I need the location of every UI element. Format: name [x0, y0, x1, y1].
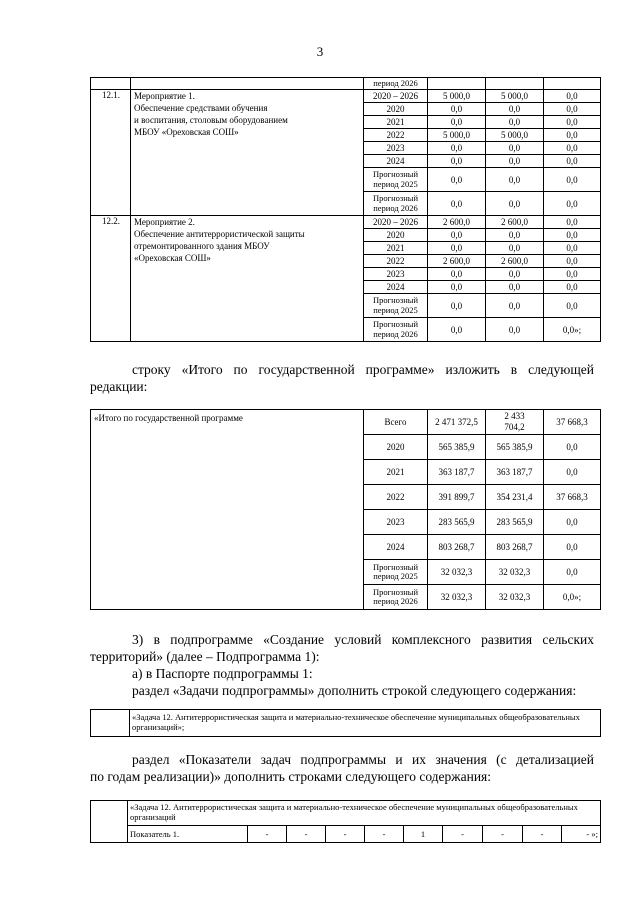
- value-total: 0,0: [428, 192, 486, 216]
- table-row: [91, 410, 601, 435]
- value-budget: 2 600,0: [486, 255, 544, 268]
- period-cell: Прогнозный период 2026: [364, 585, 428, 610]
- value-other: 0,0: [544, 242, 601, 255]
- value-budget: 0,0: [486, 229, 544, 242]
- period-cell: 2020: [364, 229, 428, 242]
- value-other: 0,0: [544, 255, 601, 268]
- value-other: 0,0: [544, 103, 601, 116]
- value-other: 0,0: [544, 510, 601, 535]
- period-cell: 2024: [364, 535, 428, 560]
- value-other: 0,0: [544, 129, 601, 142]
- value-total: 0,0: [428, 168, 486, 192]
- value-other: 37 668,3: [544, 485, 601, 510]
- period-cell: период 2026: [364, 78, 428, 90]
- period-cell: Прогнозный период 2026: [364, 192, 428, 216]
- value-other: 0,0: [544, 281, 601, 294]
- table-row: [91, 90, 601, 103]
- value-total: 2 471 372,5: [428, 410, 486, 435]
- value-total: 2 600,0: [428, 216, 486, 229]
- indicator-value: - »;: [562, 826, 601, 843]
- period-cell: 2022: [364, 129, 428, 142]
- total-label: «Итого по государственной программе: [91, 410, 364, 610]
- value-budget: 0,0: [486, 103, 544, 116]
- value-other: 0,0: [544, 535, 601, 560]
- activities-table: [90, 77, 601, 342]
- value-other: 0,0: [544, 116, 601, 129]
- value-budget: 0,0: [486, 192, 544, 216]
- value-total: 32 032,3: [428, 585, 486, 610]
- value-other: 0,0: [544, 294, 601, 318]
- value-budget: 0,0: [486, 168, 544, 192]
- value-budget: 32 032,3: [486, 560, 544, 585]
- description-line: и воспитания, столовым оборудованием: [134, 115, 288, 125]
- period-cell: 2023: [364, 510, 428, 535]
- value-budget: 354 231,4: [486, 485, 544, 510]
- period-cell: Прогнозный период 2025: [364, 294, 428, 318]
- page-number: 3: [316, 44, 324, 59]
- period-cell: Прогнозный период 2026: [364, 318, 428, 342]
- paragraph-indicators-cont: по годам реализации)» дополнить строками следующего содержания:: [90, 769, 492, 784]
- value-total: 803 268,7: [428, 535, 486, 560]
- indicator-value: -: [523, 826, 562, 843]
- table-cell: [131, 78, 364, 90]
- value-other: 0,0: [544, 192, 601, 216]
- description-line: «Ореховская СОШ»: [134, 253, 211, 263]
- period-cell: Всего: [364, 410, 428, 435]
- value-other: 0,0: [544, 268, 601, 281]
- value-total: 0,0: [428, 116, 486, 129]
- value-other: 0,0: [544, 142, 601, 155]
- indicator-value: -: [287, 826, 326, 843]
- description-line: Обеспечение антитеррористической защиты: [134, 229, 305, 239]
- period-cell: Прогнозный период 2025: [364, 168, 428, 192]
- value-budget: 0,0: [486, 281, 544, 294]
- value-budget: 5 000,0: [486, 90, 544, 103]
- description-line: отремонтированного здания МБОУ: [134, 241, 270, 251]
- period-cell: 2023: [364, 142, 428, 155]
- value-total: 565 385,9: [428, 435, 486, 460]
- table-cell: [428, 78, 486, 90]
- value-total: 5 000,0: [428, 129, 486, 142]
- paragraph-subprogram: 3) в подпрограмме «Создание условий комплексного развития сельских: [132, 632, 594, 647]
- period-cell: 2020 – 2026: [364, 90, 428, 103]
- description-line: Мероприятие 2.: [134, 217, 195, 227]
- indicator-value: -: [326, 826, 365, 843]
- value-total: 391 899,7: [428, 485, 486, 510]
- value-budget: 5 000,0: [486, 129, 544, 142]
- value-budget: 0,0: [486, 268, 544, 281]
- indicator-value: 1: [404, 826, 443, 843]
- value-total: 0,0: [428, 155, 486, 168]
- paragraph-passport: а) в Паспорте подпрограммы 1:: [132, 666, 313, 681]
- value-total: 2 600,0: [428, 255, 486, 268]
- value-total: 0,0: [428, 242, 486, 255]
- period-cell: 2021: [364, 242, 428, 255]
- value-budget: 2 600,0: [486, 216, 544, 229]
- period-cell: Прогнозный период 2025: [364, 560, 428, 585]
- item-description: [131, 216, 364, 342]
- value-other: 37 668,3: [544, 410, 601, 435]
- indicator-table: [90, 800, 601, 843]
- value-total: 363 187,7: [428, 460, 486, 485]
- indicator-value: -: [483, 826, 523, 843]
- value-other: 0,0: [544, 90, 601, 103]
- value-budget: 0,0: [486, 155, 544, 168]
- indicator-task-text: «Задача 12. Антитеррористическая защита и материально-техническое обеспечение муниципальных общеобразовательных организаций: [128, 801, 601, 826]
- paragraph-indicators: раздел «Показатели задач подпрограммы и их значения (с детализацией: [132, 752, 594, 767]
- indicator-value: -: [248, 826, 287, 843]
- value-budget: 0,0: [486, 294, 544, 318]
- value-budget: 803 268,7: [486, 535, 544, 560]
- value-other: 0,0: [544, 168, 601, 192]
- indicator-value: -: [443, 826, 483, 843]
- indicator-empty-cell: [91, 801, 128, 843]
- description-line: Мероприятие 1.: [134, 91, 195, 101]
- value-total: 0,0: [428, 294, 486, 318]
- indicator-name: Показатель 1.: [128, 826, 248, 843]
- total-table: [90, 409, 601, 610]
- period-cell: 2024: [364, 155, 428, 168]
- value-budget: 283 565,9: [486, 510, 544, 535]
- value-other: 0,0: [544, 155, 601, 168]
- value-total: 0,0: [428, 103, 486, 116]
- period-cell: 2020: [364, 435, 428, 460]
- value-budget: 0,0: [486, 242, 544, 255]
- value-budget: 565 385,9: [486, 435, 544, 460]
- paragraph-tasks-section: раздел «Задачи подпрограммы» дополнить строкой следующего содержания:: [132, 683, 577, 698]
- table-cell: [544, 78, 601, 90]
- value-other: 0,0: [544, 229, 601, 242]
- paragraph-itogo: строку «Итого по государственной программе» изложить в следующей: [132, 362, 594, 377]
- period-cell: 2022: [364, 255, 428, 268]
- task-empty-cell: [91, 710, 130, 737]
- value-other: 0,0»;: [544, 318, 601, 342]
- value-budget: 0,0: [486, 318, 544, 342]
- table-cell: [486, 78, 544, 90]
- value-total: 0,0: [428, 268, 486, 281]
- period-cell: 2022: [364, 485, 428, 510]
- paragraph-itogo-cont: редакции:: [90, 379, 148, 394]
- paragraph-subprogram-cont: территорий» (далее – Подпрограмма 1):: [90, 649, 320, 664]
- value-other: 0,0: [544, 460, 601, 485]
- value-other: 0,0: [544, 216, 601, 229]
- value-other: 0,0: [544, 560, 601, 585]
- period-cell: 2021: [364, 460, 428, 485]
- period-cell: 2024: [364, 281, 428, 294]
- item-description: [131, 90, 364, 216]
- value-total: 283 565,9: [428, 510, 486, 535]
- value-total: 0,0: [428, 281, 486, 294]
- value-budget: 363 187,7: [486, 460, 544, 485]
- value-budget: 2 433 704,2: [486, 410, 544, 435]
- value-other: 0,0: [544, 435, 601, 460]
- table-row: [91, 216, 601, 229]
- description-line: МБОУ «Ореховская СОШ»: [134, 127, 239, 137]
- value-total: 32 032,3: [428, 560, 486, 585]
- value-total: 0,0: [428, 142, 486, 155]
- indicator-value: -: [365, 826, 404, 843]
- task-table: [90, 709, 601, 737]
- value-budget: 0,0: [486, 142, 544, 155]
- task-text: «Задача 12. Антитеррористическая защита и материально-техническое обеспечение муниципальных общеобразовательных организаций»;: [130, 710, 601, 737]
- value-budget: 0,0: [486, 116, 544, 129]
- value-total: 5 000,0: [428, 90, 486, 103]
- value-other: 0,0»;: [544, 585, 601, 610]
- description-line: Обеспечение средствами обучения: [134, 103, 268, 113]
- item-number: 12.2.: [91, 216, 131, 342]
- table-cell: [91, 78, 131, 90]
- item-number: 12.1.: [91, 90, 131, 216]
- period-cell: 2023: [364, 268, 428, 281]
- period-cell: 2020: [364, 103, 428, 116]
- period-cell: 2021: [364, 116, 428, 129]
- value-budget: 32 032,3: [486, 585, 544, 610]
- value-total: 0,0: [428, 318, 486, 342]
- value-total: 0,0: [428, 229, 486, 242]
- period-cell: 2020 – 2026: [364, 216, 428, 229]
